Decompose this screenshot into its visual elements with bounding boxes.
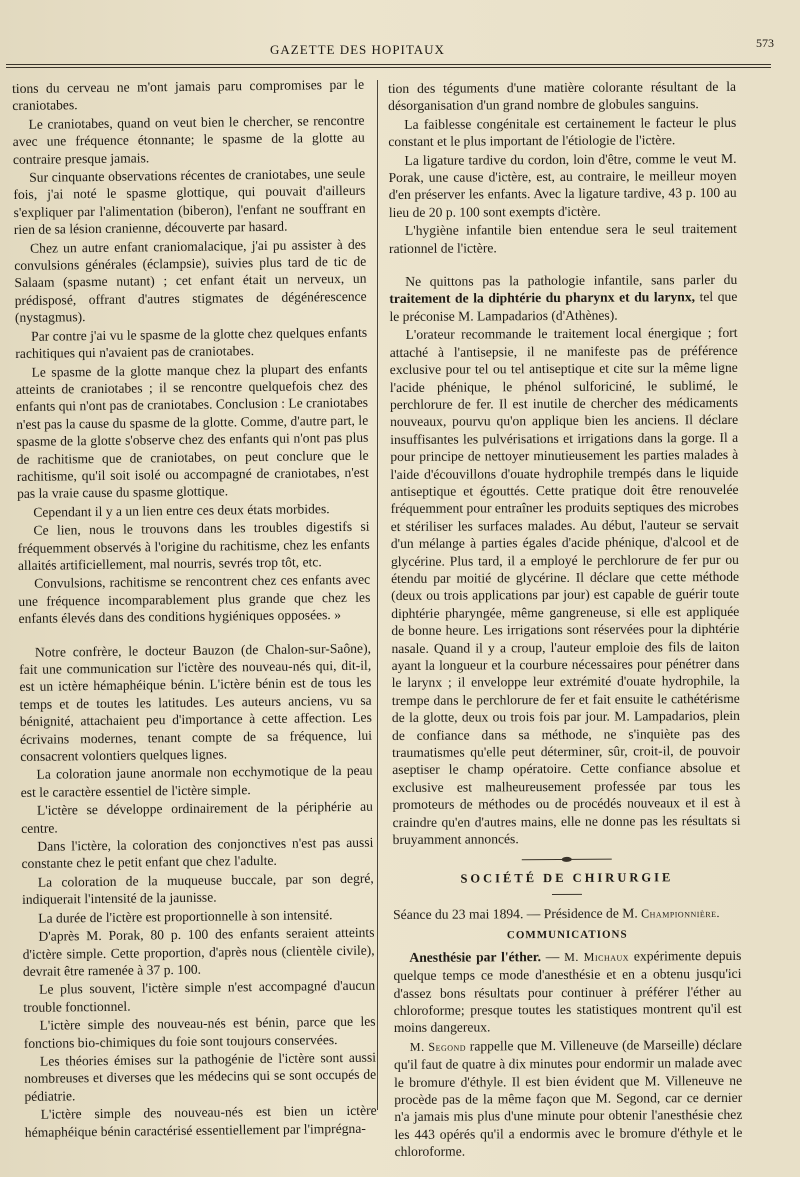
paragraph: L'hygiène infantile bien entendue sera le seul traitement rationnel de l'ictère. — [388, 221, 737, 256]
paragraph: Chez un autre enfant craniomalacique, j'ai pu assister à des convulsions générales (éclampsie), suivies plus tard de tic de Salaam (spasme nutant) ; cet enfant était un nerveux, un prédisposé, offrant d'autres stigmates de dégénérescence (nystagmus). — [14, 236, 367, 326]
right-column — [388, 78, 743, 1162]
paragraph: Notre confrère, le docteur Bauzon (de Chalon-sur-Saône), fait une communication sur l'ictère des nouveau-nés qui, dit-il, est un ictère hémaphéique bénin. L'ictère bénin est de tous les temps et de toutes les latitudes. Les auteurs anciens, vu sa bénignité, attachaient peu d'importance à cette affection. Les écrivains modernes, tenant compte de sa fréquence, lui consacrent volontiers quelques lignes. — [19, 640, 373, 764]
paragraph: L'orateur recommande le traitement local énergique ; fort attaché à l'antisepsie, il ne manifeste pas de préférence exclusive pour tel ou tel antiseptique et cite sur la même ligne l'acide phénique, le phénol sulforiciné, le sublimé, le perchlorure de fer. Il est inutile de chercher des médicaments nouveaux, pourvu qu'on applique bien les anciens. Il déclare insuffisantes les pulvérisations et irrigations dans la gorge. Il a pour principe de nettoyer minutieusement les parties malades à l'aide d'écouvillons d'ouate hydrophile trempés dans le liquide antiseptique et égouttés. Cette pratique doit être renouvelée fréquemment pour entraîner les produits septiques des microbes et stériliser les surfaces malades. Au début, l'auteur se servait d'un mélange à parties égales d'acide phénique, d'alcool et de glycérine. Plus tard, il a employé le perchlorure de fer pur ou étendu par moitié de glycérine. Il déclare que cette méthode (deux ou trois applications par jour) est capable de guérir toute diphtérie pharyngée, même gangreneuse, si elle est appliquée de bonne heure. Les irrigations sont réservées pour la diphtérie nasale. Quand il y a croup, l'auteur emploie des fils de laiton ayant la longueur et la courbure nécessaires pour pénétrer dans le larynx ; il enveloppe leur extrémité d'ouate hydrophile, la trempe dans le perchlorure de fer et fait ensuite le cathétérisme de la glotte, deux ou trois fois par jour. M. Lampadarios, plein de confiance dans sa méthode, ne s'inquiète pas des traumatismes qu'elle peut déterminer, sûr, croit-il, de pouvoir aseptiser le champ opératoire. Cette confiance absolue et exclusive est malheureusement professée par tous les promoteurs de méthodes ou de procédés nouveaux et il est à craindre qu'en d'autres mains, elle ne donne pas les résultats si bruyamment annoncés. — [389, 325, 741, 848]
ether-title: Anesthésie par l'éther. — [409, 948, 541, 965]
segond-paragraph — [394, 1036, 743, 1161]
ether-paragraph — [393, 947, 742, 1037]
paragraph: L'ictère se développe ordinairement de la périphérie au centre. — [21, 798, 373, 836]
session-text: Séance du 23 mai 1894. — Présidence de M. — [393, 905, 642, 922]
paragraph: L'ictère simple des nouveau-nés est bénin, parce que les fonctions bio-chimiques du foie sont toujours conservées. — [23, 1013, 376, 1051]
ether-dash: — — [540, 948, 565, 964]
paragraph: Sur cinquante observations récentes de craniotabes, une seule fois, j'ai noté le spasme glottique, qui pouvait d'ailleurs s'expliquer par l'alimentation (biberon), l'enfant ne souffrant en rien de sa lésion cranienne, découverte par hasard. — [13, 165, 366, 238]
paragraph: D'après M. Porak, 80 p. 100 des enfants seraient atteints d'ictère simple. Cette proportion, d'après nous (clientèle civile), devrait être ramenée à 37 p. 100. — [22, 924, 375, 979]
paragraph: Le plus souvent, l'ictère simple n'est accompagné d'aucun trouble fonctionnel. — [23, 977, 376, 1015]
paragraph: La faiblesse congénitale est certainement le facteur le plus constant et le plus important de l'étiologie de l'ictère. — [388, 114, 737, 150]
session-president: Championnière. — [641, 905, 721, 921]
ether-text: expérimente depuis quelque temps ce mode d'anesthésie et en a obtenu jusqu'ici d'assez bons résultats pour continuer à préférer l'éther au chloroforme; presque toutes les statistiques montrent qu'il est moins dangereux. — [393, 947, 742, 1036]
column-divider — [377, 80, 378, 1110]
section-separator — [522, 859, 612, 861]
communications-heading: COMMUNICATIONS — [506, 928, 628, 942]
paragraph: La durée de l'ictère est proportionnelle à son intensité. — [38, 906, 333, 926]
section-title-rule — [552, 894, 582, 895]
diphtheria-paragraph — [389, 271, 737, 325]
paragraph: Par contre j'ai vu le spasme de la glotte chez quelques enfants rachitiques qui n'avaient pas de craniotabes. — [15, 324, 368, 362]
paragraph: Le craniotabes, quand on veut bien le chercher, se rencontre avec une fréquence étonnante; le spasme de la glotte au contraire presque jamais. — [12, 112, 365, 167]
paragraph: La coloration jaune anormale non ecchymotique de la peau est le caractère essentiel de l'ictère simple. — [20, 763, 373, 800]
header-rule-double — [6, 67, 771, 68]
paragraph: Dans l'ictère, la coloration des conjonctives n'est pas aussi constante chez le petit enfant que chez l'adulte. — [21, 834, 374, 872]
paragraph: Cependant il y a un lien entre ces deux états morbides. — [33, 500, 330, 520]
left-column — [12, 76, 377, 1142]
speaker-name: M. Michaux — [564, 949, 630, 964]
paragraph: Le spasme de la glotte manque chez la plupart des enfants atteints de craniotabes ; il se rencontre quelquefois chez des enfants qui n'ont pas de craniotabes. Conclusion : Le craniotabes n'est pas la cause du spasme de la glotte. Comme, d'autre part, le spasme de la glotte s'observe chez des enfants qui n'ont pas plus de rachitisme que de craniotabes, on peut conclure que le rachitisme, qu'il soit isolé ou accompagné de craniotabes, n'est pas la vraie cause du spasme glottique. — [15, 360, 369, 502]
paragraph: La ligature tardive du cordon, loin d'être, comme le veut M. Porak, une cause d'ictère, est, au contraire, le meilleur moyen d'en préserver les enfants. Avec la ligature tardive, 43 p. 100 au lieu de 20 p. 100 sont exempts d'ictère. — [388, 150, 737, 220]
separator-ornament — [562, 857, 572, 862]
diphtheria-rest: tel que le préconise M. Lampadarios (d'Athènes). — [389, 289, 738, 324]
paragraph: tion des téguments d'une matière colorante résultant de la désorganisation d'un grand nombre de globules sanguins. — [388, 78, 737, 114]
diphtheria-heading: traitement de la diphtérie du pharynx et du larynx, — [389, 289, 696, 307]
paragraph: Ce lien, nous le trouvons dans les troubles digestifs si fréquemment observés à l'origine du rachitisme, chez les enfants allaités artificiellement, mal nourris, sevrés trop tôt, etc. — [17, 518, 370, 573]
page-header — [0, 36, 800, 64]
page-number: 573 — [756, 36, 774, 50]
header-rule — [6, 64, 771, 65]
session-line — [393, 904, 741, 925]
paragraph: Convulsions, rachitisme se rencontrent chez ces enfants avec une fréquence incomparablement plus grande que chez les enfants élevés dans des conditions hygiéniques opposées. » — [18, 572, 371, 627]
paragraph: tions du cerveau ne m'ont jamais paru compromises par le craniotabes. — [12, 76, 365, 114]
diphtheria-intro: Ne quittons pas la pathologie infantile, sans parler du — [405, 271, 738, 289]
running-title: GAZETTE DES HOPITAUX — [270, 42, 445, 57]
section-title: SOCIÉTÉ DE CHIRURGIE — [460, 870, 674, 887]
speaker-name: M. Segond — [409, 1039, 467, 1054]
segond-text: rappelle que M. Villeneuve (de Marseille) déclare qu'il faut de quatre à dix minutes pour endormir un malade avec le bromure d'éthyle. Il est bien évident que M. Villeneuve ne procède pas de la même façon que M. Segond, car ce dernier n'a jamais mis plus d'une minute pour obtenir l'anesthésie chez les 443 opérés qu'il a endormis avec le bromure d'éthyle et le chloroforme. — [393, 1036, 743, 1160]
paragraph: L'ictère simple des nouveau-nés est bien un ictère hémaphéique bénin caractérisé essentiellement par l'imprégna- — [24, 1102, 377, 1140]
paragraph: La coloration de la muqueuse buccale, par son degré, indiquerait l'intensité de la jaunisse. — [21, 870, 374, 908]
paragraph: Les théories émises sur la pathogénie de l'ictère sont aussi nombreuses et diverses que les médecins qui se sont occupés de pédiatrie. — [24, 1049, 377, 1104]
